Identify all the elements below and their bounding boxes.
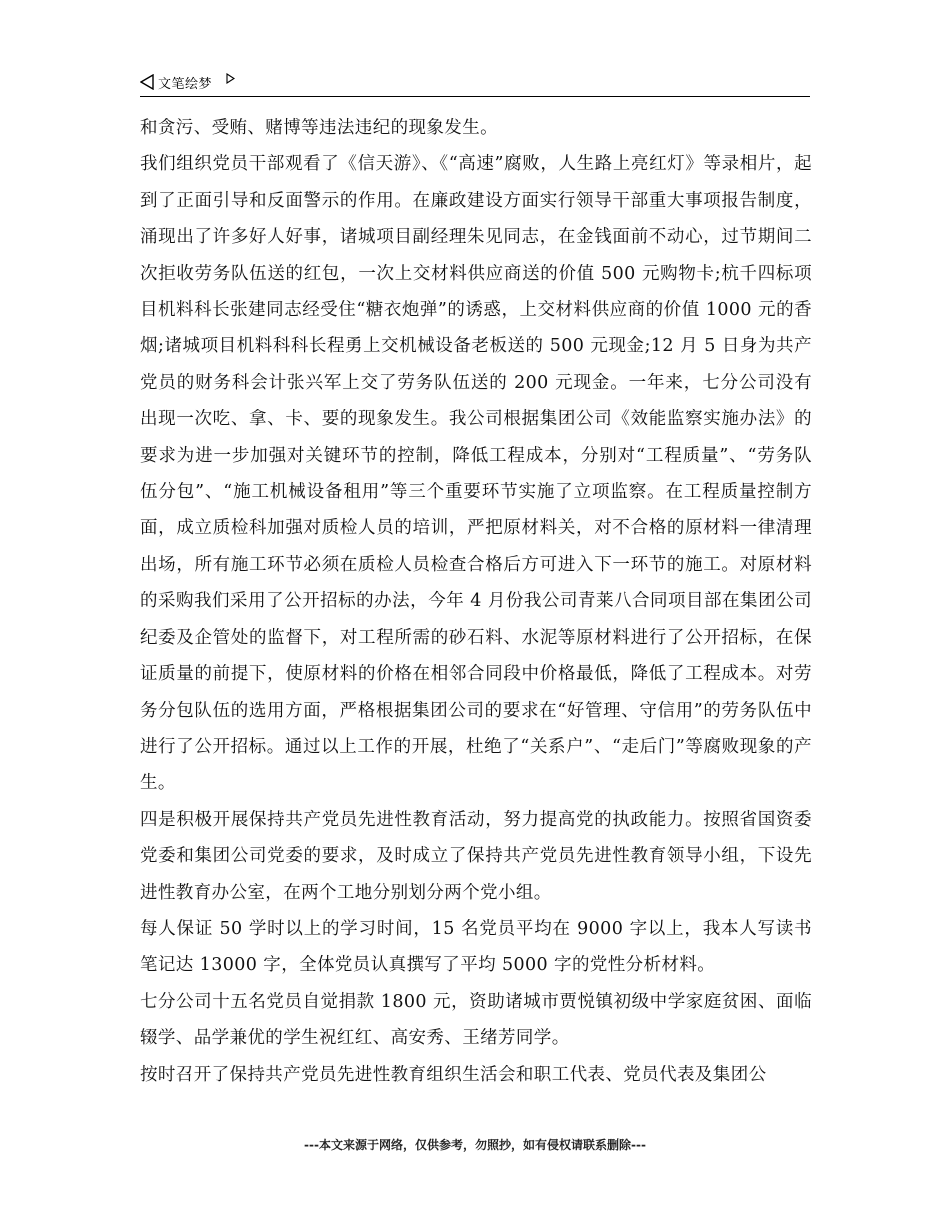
right-triangle-icon <box>226 73 235 84</box>
paragraph: 和贪污、受贿、赌博等违法违纪的现象发生。 <box>140 118 498 138</box>
paragraph: 按时召开了保持共产党员先进性教育组织生活会和职工代表、党员代表及集团公 <box>140 1064 767 1085</box>
page-header <box>140 70 810 97</box>
paragraph: 七分公司十五名党员自觉捐款 1800 元，资助诸城市贾悦镇初级中学家庭贫困、面临辍学、品学兼优的学生祝红红、高安秀、王绪芳同学。 <box>140 991 812 1049</box>
paragraph: 每人保证 50 学时以上的学习时间，15 名党员平均在 9000 字以上，我本人写读书笔记达 13000 字，全体党员认真撰写了平均 5000 字的党性分析材料。 <box>140 918 812 976</box>
footer-disclaimer: ---本文来源于网络，仅供参考，勿照抄，如有侵权请联系删除--- <box>304 1138 646 1152</box>
header-brand: 文笔绘梦 <box>158 77 213 92</box>
paragraph: 我们组织党员干部观看了《信天游》、《“高速”腐败，人生路上亮红灯》等录相片，起到了正面引导和反面警示的作用。在廉政建设方面实行领导干部重大事项报告制度，涌现出了许多好人好事，诸城项目副经理朱见同志，在金钱面前不动心，过节期间二次拒收劳务队伍送的红包，一次上交材料供应商送的价值 500 元购物卡;杭千四标项目机料科长张建同志经受住“糖衣炮弹”的诱惑，上交材料供应商的价值 1000 元的香烟;诸城项目机料科科长程勇上交机械设备老板送的 500 元现金;12 月 5 日身为共产党员的财务科会计张兴军上交了劳务队伍送的 200 元现金。一年来，七分公司没有出现一次吃、拿、卡、要的现象发生。我公司根据集团公司《效能监察实施办法》的要求为进一步加强对关键环节的控制，降低工程成本，分别对“工程质量”、“劳务队伍分包”、“施工机械设备租用”等三个重要环节实施了立项监察。在工程质量控制方面，成立质检科加强对质检人员的培训，严把原材料关，对不合格的原材料一律清理出场，所有施工环节必须在质检人员检查合格后方可进入下一环节的施工。对原材料的采购我们采用了公开招标的办法，今年 4 月份我公司青莱八合同项目部在集团公司纪委及企管处的监督下，对工程所需的砂石料、水泥等原材料进行了公开招标，在保证质量的前提下，使原材料的价格在相邻合同段中价格最低，降低了工程成本。对劳务分包队伍的选用方面，严格根据集团公司的要求在“好管理、守信用”的劳务队伍中进行了公开招标。通过以上工作的开展，杜绝了“关系户”、“走后门”等腐败现象的产生。 <box>140 154 812 794</box>
left-triangle-icon <box>140 74 154 90</box>
document-body <box>140 110 812 1093</box>
paragraph: 四是积极开展保持共产党员先进性教育活动，努力提高党的执政能力。按照省国资委党委和集团公司党委的要求，及时成立了保持共产党员先进性教育领导小组，下设先进性教育办公室，在两个工地分别划分两个党小组。 <box>140 809 812 903</box>
